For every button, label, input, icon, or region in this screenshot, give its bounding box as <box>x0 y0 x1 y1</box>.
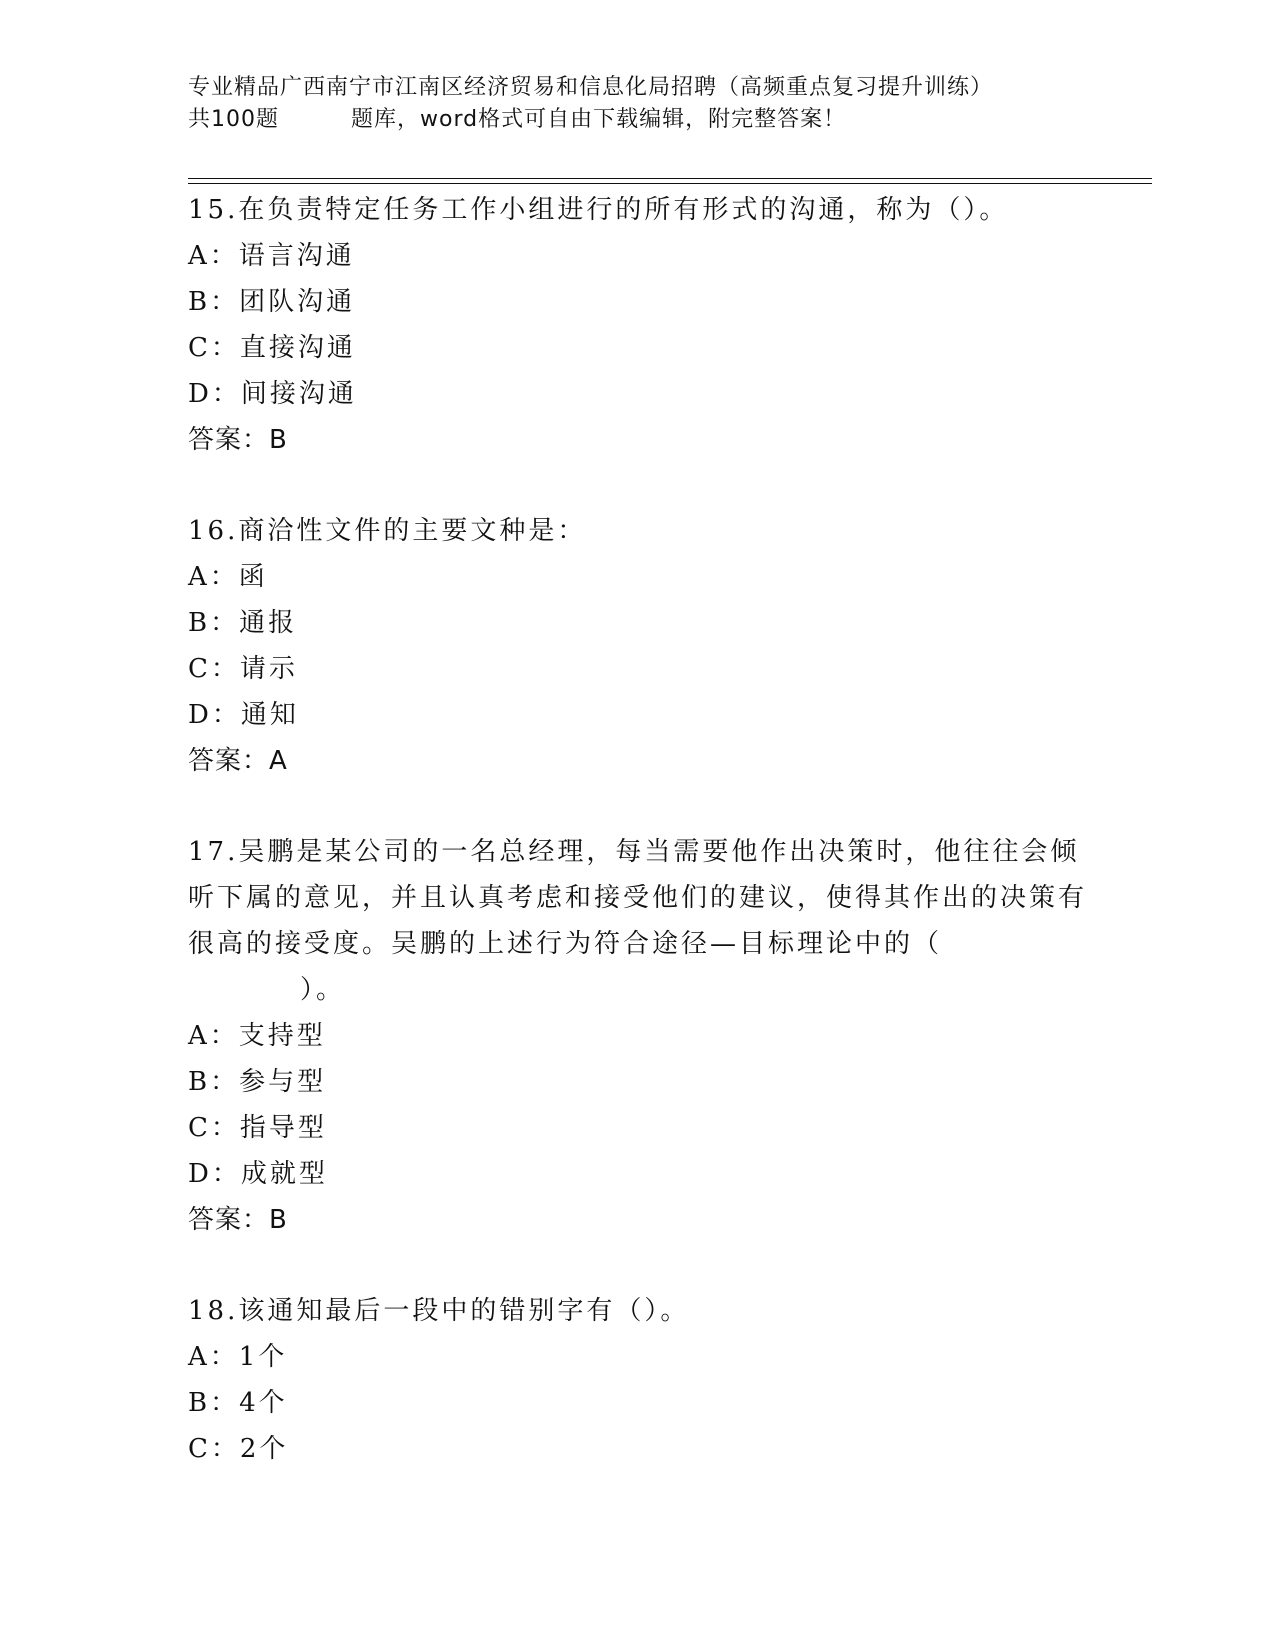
option-b: B：4个 <box>188 1388 288 1418</box>
question-stem-text: 17.吴鹏是某公司的一名总经理，每当需要他作出决策时，他往往会倾听下属的意见，并且认真考虑和接受他们的建议，使得其作出的决策有很高的接受度。吴鹏的上述行为符合途径—目标理论中的（ <box>188 837 1088 959</box>
answer: 答案：A <box>188 746 288 776</box>
answer: 答案：B <box>188 425 288 455</box>
answer: 答案：B <box>188 1205 288 1235</box>
document-header <box>188 72 1148 136</box>
question-17 <box>188 829 1088 1243</box>
header-divider-bottom <box>188 183 1152 184</box>
option-d: D：成就型 <box>188 1159 328 1189</box>
question-18 <box>188 1288 1088 1472</box>
option-c: C：指导型 <box>188 1113 327 1143</box>
option-a: A：支持型 <box>188 1021 326 1051</box>
option-a: A：函 <box>188 562 268 592</box>
question-stem: 18.该通知最后一段中的错别字有（）。 <box>188 1296 690 1326</box>
question-stem: 16.商洽性文件的主要文种是： <box>188 516 587 546</box>
header-title: 专业精品广西南宁市江南区经济贸易和信息化局招聘（高频重点复习提升训练） <box>188 75 994 100</box>
option-b: B：通报 <box>188 608 298 638</box>
option-d: D：间接沟通 <box>188 379 357 409</box>
question-stem <box>188 829 1088 1013</box>
option-b: B：团队沟通 <box>188 287 356 317</box>
header-divider-top <box>188 178 1152 179</box>
header-count: 共100题 <box>188 107 279 132</box>
option-c: C：请示 <box>188 654 298 684</box>
question-15 <box>188 187 1088 463</box>
option-b: B：参与型 <box>188 1067 327 1097</box>
question-list <box>188 187 1088 1517</box>
option-a: A：语言沟通 <box>188 241 355 271</box>
question-stem: 15.在负责特定任务工作小组进行的所有形式的沟通，称为（）。 <box>188 195 1009 225</box>
header-note: 题库，word格式可自由下载编辑，附完整答案！ <box>351 107 847 132</box>
option-a: A：1个 <box>188 1342 288 1372</box>
option-d: D：通知 <box>188 700 299 730</box>
question-stem-blank: ）。 <box>300 975 346 1005</box>
header-subtitle <box>188 104 1148 136</box>
question-16 <box>188 508 1088 784</box>
option-c: C：直接沟通 <box>188 333 356 363</box>
option-c: C：2个 <box>188 1434 289 1464</box>
